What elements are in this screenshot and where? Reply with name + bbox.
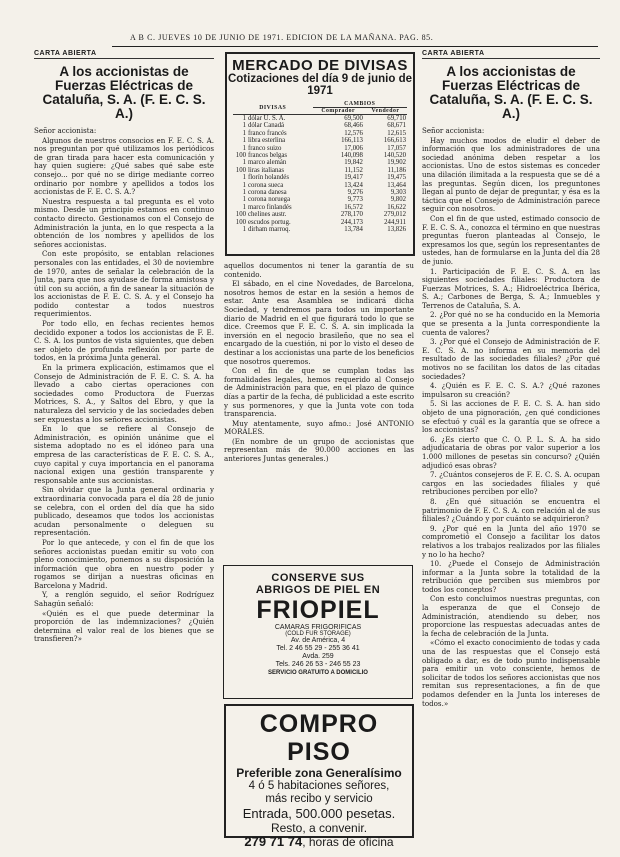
left-letter-column	[34, 50, 214, 840]
currency-sell: 9,303	[390, 189, 406, 197]
currency-unit: 1	[242, 226, 246, 234]
ad1-phone-1: Tel. 2 46 55 29 - 255 36 41	[276, 645, 360, 652]
currency-sell: 166,613	[383, 137, 406, 145]
col-cambios: CAMBIOS	[313, 101, 407, 108]
right-paragraph: 3. ¿Por qué el Consejo de Administración de F. E. C. S. A. no informa en su memoria del resultado de las sociedades filiales? ¿Por qué motivos no se facilitan los datos de las citadas sociedades?	[422, 337, 600, 381]
currency-row	[233, 189, 407, 196]
right-body	[422, 127, 600, 708]
currency-name: dólar Canadá	[248, 122, 285, 130]
ad2-rooms: 4 ó 5 habitaciones señores,	[248, 780, 390, 792]
page-header: A B C. JUEVES 10 DE JUNIO DE 1971. EDICION DE LA MAÑANA. PAG. 85.	[130, 33, 434, 42]
currency-unit: 1	[242, 137, 246, 145]
currency-sell: 12,615	[387, 129, 406, 137]
currency-name: corona sueca	[248, 181, 284, 189]
left-paragraph: Con este propósito, se entablan relaciones personales con las entidades, el 30 de noviembre de 1970, antes de señalar la celebración de la Junta, para que nos ayudase de forma amistosa y útil con su acción, a fin de sanear la situación de los accionistas de F. E. C. S. A. y el Consejo ha podido contestar a todos nuestros requerimientos.	[34, 249, 214, 319]
market-subtitle: Cotizaciones del día 9 de junio de 1971	[227, 73, 413, 97]
header-rule	[112, 46, 598, 47]
currency-name: liras italianas	[248, 166, 285, 174]
currency-buy: 12,576	[344, 129, 363, 137]
market-title: MERCADO DE DIVISAS	[232, 57, 408, 74]
currency-name: dirham marroq.	[248, 226, 291, 234]
middle-paragraph: El sábado, en el cine Novedades, de Barcelona, nosotros hemos de estar en la sesión a hemos de estar. Ante esa Asamblea se indicará dicha Sociedad, y tendremos para todos un importante diario de Madrid en el que figurará todo lo que se dice. Creemos que F. E. C. S. A. sin implicada la inversión en el negocio brasileño, que no sea el encargado de la cuestión, ni por lo visto el deseo de destinar a los accionistas una parte de los beneficios que nosotros queremos.	[224, 279, 414, 366]
currency-sell: 279,012	[383, 211, 406, 219]
compro-piso-advertisement	[224, 704, 414, 849]
right-paragraph: Hay muchos modos de eludir el deber de información que los administradores de una sociedad anónima deben respetar a los accionistas. Uno de estos sistemas es conceder una dilación ilimitada a la respuesta que se dé a las preguntas. Según dicen, los preguntones llegan al punto de dejar de preguntar, y ésa es la táctica que el Consejo de Administración parece seguir con nosotros.	[422, 135, 600, 214]
right-paragraph: Señor accionista:	[422, 126, 485, 135]
currency-unit: 1	[242, 144, 246, 152]
ad1-line2: ABRIGOS DE PIEL EN	[255, 584, 381, 596]
middle-text-column	[224, 262, 414, 556]
right-paragraph: 6. ¿Es cierto que C. O. P. L. S. A. ha sido adjudicataria de obras por valor superior a los 1.000 millones de pesetas sin concurso? ¿Quién adjudicó esas obras?	[422, 434, 600, 470]
right-paragraph: 5. Si las acciones de F. E. C. S. A. han sido objeto de una pignoración, ¿en qué condiciones se efectuó y cuál es la garantía que se ofrece a los accionistas?	[422, 399, 600, 435]
middle-paragraph: (En nombre de un grupo de accionistas que representan más de 90.000 acciones en las anteriores Juntas generales.)	[224, 436, 414, 464]
middle-paragraph: Con el fin de que se cumplan todas las formalidades legales, hemos requerido al Consejo de Administración para que, en el plazo de quince días a partir de la fecha, dé publicidad a este escrito y sus pormenores, y que la Junta vote con toda transparencia.	[224, 366, 414, 419]
currency-row	[233, 219, 407, 226]
currency-sell: 68,671	[387, 122, 406, 130]
middle-body	[224, 262, 414, 464]
currency-buy: 17,006	[344, 144, 363, 152]
currency-name: marco finlandés	[248, 203, 292, 211]
right-paragraph: 2. ¿Por qué no se ha conducido en la Memoria que se presenta a la Junta correspondiente la cuenta de valores?	[422, 310, 600, 337]
left-paragraph: En la primera explicación, estimamos que el Consejo de Administración de F. E. C. S. A. ha llevado a cabo ciertas operaciones con sociedades como Productora de Fuerzas Motrices, S. A., y Saltos del Ebro, y que la naturaleza del servicio y de las sociedades deben ser expuestas a los señores accionistas.	[34, 363, 214, 424]
ad1-line1: CONSERVE SUS	[271, 572, 365, 584]
currency-sell: 16,622	[387, 203, 406, 211]
left-paragraph: Y, a renglón seguido, el señor Rodríguez Sahagún señaló:	[34, 590, 214, 609]
currency-sell: 19,902	[387, 159, 406, 167]
currency-unit: 100	[235, 152, 246, 160]
currency-name: florín holandés	[248, 174, 289, 182]
currency-buy: 13,784	[344, 226, 363, 234]
middle-paragraph: Muy atentamente, suyo afmo.: José ANTONIO MORALES.	[224, 418, 414, 437]
col-divisas: DIVISAS	[233, 101, 313, 115]
currency-buy: 16,572	[344, 203, 363, 211]
currency-unit: 1	[242, 189, 246, 197]
currency-unit: 1	[242, 115, 246, 122]
ad1-address: Av. de América, 4	[290, 637, 346, 644]
left-paragraph: Nuestra respuesta a tal pregunta es el voto mismo. Desde un principio estamos en continuo contacto directo. Gestionamos con el Consejo de Administración la junta, en lo que respecta a la obtención de los nombres y apellidos de los señores accionistas.	[34, 196, 214, 249]
right-kicker: CARTA ABIERTA	[422, 50, 600, 59]
right-paragraph: «Cómo el exacto conocimiento de todas y cada una de las respuestas que el Consejo está obligado a dar, es de todo punto indispensable para emitir un voto consciente, hemos de solicitar de todos los señores accionistas que nos remitan sus representaciones, a fin de que podamos defender en la Junta los intereses de todos.»	[422, 638, 600, 708]
ad1-line5: (COLD FUR STORAGE)	[285, 631, 351, 637]
currency-buy: 68,466	[344, 122, 363, 130]
currency-row	[233, 152, 407, 159]
currency-unit: 1	[242, 203, 246, 211]
right-paragraph: 9. ¿Por qué en la Junta del año 1970 se comprometió el Consejo a facilitar los datos relativos a los trabajos realizados por las filiales y no lo ha hecho?	[422, 523, 600, 559]
ad1-address-2: Avda. 259	[302, 653, 334, 660]
currency-unit: 100	[235, 166, 246, 174]
currency-row	[233, 174, 407, 181]
currency-sell: 244,911	[384, 218, 406, 226]
currency-buy: 19,417	[344, 174, 363, 182]
ad2-contact	[226, 835, 412, 849]
currency-name: franco francés	[248, 129, 287, 137]
currency-unit: 1	[242, 122, 246, 130]
currency-unit: 1	[242, 159, 246, 167]
currency-sell: 9,802	[390, 196, 406, 204]
currency-buy: 278,170	[340, 211, 363, 219]
currency-sell: 69,710	[387, 115, 406, 122]
currency-sell: 17,057	[387, 144, 406, 152]
left-paragraph: Algunos de nuestros consocios en F. E. C. S. A. nos preguntan por qué utilizamos los periódicos de gran tirada para hacer esta comunicación y hay quien sugiere: ¿Qué sabes qué sabe este consejo... por qué no se dirige mediante correo ordinario por nombre y apellidos a todos los accionistas de F. E. C. S. A.?	[34, 135, 214, 197]
middle-paragraph: aquellos documentos ni tener la garantía de su contenido.	[224, 262, 414, 279]
currency-name: marco alemán	[248, 159, 287, 167]
currency-row	[233, 137, 407, 144]
currency-unit: 1	[242, 196, 246, 204]
left-paragraph: Por lo que antecede, y con el fin de que los señores accionistas puedan emitir su voto con pleno conocimiento, ponemos a su disposición la información que obra en nuestro poder y rogamos se dirijan a nuestras oficinas en Barcelona y Madrid.	[34, 537, 214, 590]
currency-buy: 244,173	[340, 218, 363, 226]
currency-name: chelines austr.	[248, 211, 287, 219]
left-body	[34, 127, 214, 644]
currency-sell: 13,464	[387, 181, 406, 189]
currency-table	[233, 101, 407, 234]
ad2-extras: más recibo y servicio	[265, 793, 373, 805]
currency-row	[233, 167, 407, 174]
left-headline: A los accionistas de Fuerzas Eléctricas de Cataluña, S. A. (F. E. C. S. A.)	[42, 64, 206, 121]
currency-sell: 13,826	[387, 226, 406, 234]
right-paragraph: Con el fin de que usted, estimado consocio de F. E. C. S. A., conozca el término en que nuestras preguntas fueron planteadas al Consejo, le expresamos los que, según los representantes de ustedes, han de formularse en la Junta del día 28 de junio.	[422, 213, 600, 266]
currency-sell: 140,520	[383, 152, 406, 160]
currency-row	[233, 226, 407, 233]
ad1-phone-2: Tels. 246 26 53 - 246 55 23	[275, 661, 361, 668]
currency-name: francos belgas	[248, 152, 288, 160]
currency-buy: 11,152	[344, 166, 363, 174]
col-vendedor: Vendedor	[364, 108, 407, 115]
left-kicker: CARTA ABIERTA	[34, 50, 214, 59]
ad2-rest: Resto, a convenir.	[270, 821, 368, 835]
currency-name: libra esterlina	[248, 137, 286, 145]
currency-row	[233, 122, 407, 129]
currency-name: dólar U. S. A.	[248, 115, 286, 122]
ad2-phone: 279 71 74	[244, 834, 303, 849]
ad2-zone: Preferible zona Generalísimo	[236, 766, 402, 780]
left-paragraph: Señor accionista:	[34, 126, 97, 135]
currency-row	[233, 196, 407, 203]
col-comprador: Comprador	[313, 108, 364, 115]
currency-buy: 166,113	[341, 137, 363, 145]
right-paragraph: 1. Participación de F. E. C. S. A. en las siguientes sociedades filiales: Productora de Fuerzas Motrices, S. A.; Hidroeléctrica Ibérica, S. A.; Carbones de Berga, S. A.; Inmuebles y Terrenos de Cataluña, S. A.	[422, 266, 600, 310]
currency-market-box	[225, 52, 415, 256]
currency-name: corona noruega	[248, 196, 291, 204]
ad2-phone-suffix: , horas de oficina	[302, 835, 394, 849]
left-paragraph: «Quién es el que puede determinar la proporción de las indemnizaciones? ¿Quién determina el valor real de los bienes que se transfieren?»	[34, 608, 214, 644]
currency-row	[233, 159, 407, 166]
ad2-title: COMPRO PISO	[259, 710, 379, 766]
currency-row	[233, 211, 407, 218]
ad1-line4: CAMARAS FRIGORIFICAS	[274, 624, 362, 631]
currency-row	[233, 182, 407, 189]
currency-sell: 19,475	[387, 174, 406, 182]
currency-row	[233, 115, 407, 123]
currency-buy: 19,842	[344, 159, 363, 167]
currency-unit: 100	[235, 218, 246, 226]
currency-unit: 1	[242, 174, 246, 182]
currency-buy: 69,500	[344, 115, 363, 122]
ad1-brand: FRIOPIEL	[256, 596, 380, 624]
currency-name: escudos portug.	[248, 218, 291, 226]
right-letter-column	[422, 50, 600, 840]
currency-unit: 1	[242, 181, 246, 189]
right-headline: A los accionistas de Fuerzas Eléctricas de Cataluña, S. A. (F. E. C. S. A.)	[429, 64, 593, 121]
friopiel-advertisement	[223, 565, 413, 699]
right-paragraph: 8. ¿En qué situación se encuentra el patrimonio de F. E. C. S. A. con relación al de sus filiales? ¿Cuándo y por cuánto se adquirieron?	[422, 496, 600, 524]
right-paragraph: 4. ¿Quién es F. E. C. S. A.? ¿Qué razones impulsaron su creación?	[422, 381, 600, 399]
currency-unit: 100	[235, 211, 246, 219]
currency-name: corona danesa	[248, 189, 287, 197]
currency-name: franco suizo	[248, 144, 282, 152]
ad2-price: Entrada, 500.000 pesetas.	[242, 806, 396, 821]
currency-rows	[233, 115, 407, 234]
left-paragraph: Por todo ello, en fechas recientes hemos decidido exponer a todos los accionistas de F. E. C. S. A. los puntos de vista siguientes, que deben ser objeto de profunda reflexión por parte de todos, en la próxima Junta general.	[34, 319, 214, 363]
currency-buy: 13,424	[344, 181, 363, 189]
currency-row	[233, 204, 407, 211]
currency-row	[233, 145, 407, 152]
currency-row	[233, 130, 407, 137]
right-paragraph: 7. ¿Cuántos consejeros de F. E. C. S. A. ocupan cargos en las sociedades filiales y qué retribuciones perciben por ello?	[422, 470, 600, 497]
currency-buy: 9,276	[347, 189, 363, 197]
currency-unit: 1	[242, 129, 246, 137]
ad1-service: SERVICIO GRATUITO A DOMICILIO	[268, 670, 368, 676]
currency-sell: 11,186	[387, 166, 406, 174]
currency-buy: 140,098	[340, 152, 363, 160]
left-paragraph: En lo que se refiere al Consejo de Administración, es opinión unánime que el sistema adoptado no es el idóneo para una empresa de las características de F. E. C. S. A., cuyo capital y cuya importancia en el panorama nacional exigen una gestión transparente y responsable ante sus accionistas.	[34, 424, 214, 485]
right-paragraph: Con esto concluimos nuestras preguntas, con la esperanza de que el Consejo de Administración, atendiendo su deber, nos proporcione las respuestas adecuadas antes de la fecha de celebración de la Junta.	[422, 594, 600, 638]
right-paragraph: 10. ¿Puede el Consejo de Administración informar a la Junta sobre la totalidad de la retribución que perciben sus miembros por todos los conceptos?	[422, 559, 600, 594]
currency-buy: 9,773	[347, 196, 363, 204]
left-paragraph: Sin olvidar que la Junta general ordinaria y extraordinaria convocada para el día 28 de junio se celebra, con el orden del día que ha sido publicado, deseamos que todos los accionistas acudan personalmente o deleguen su representación.	[34, 485, 214, 538]
